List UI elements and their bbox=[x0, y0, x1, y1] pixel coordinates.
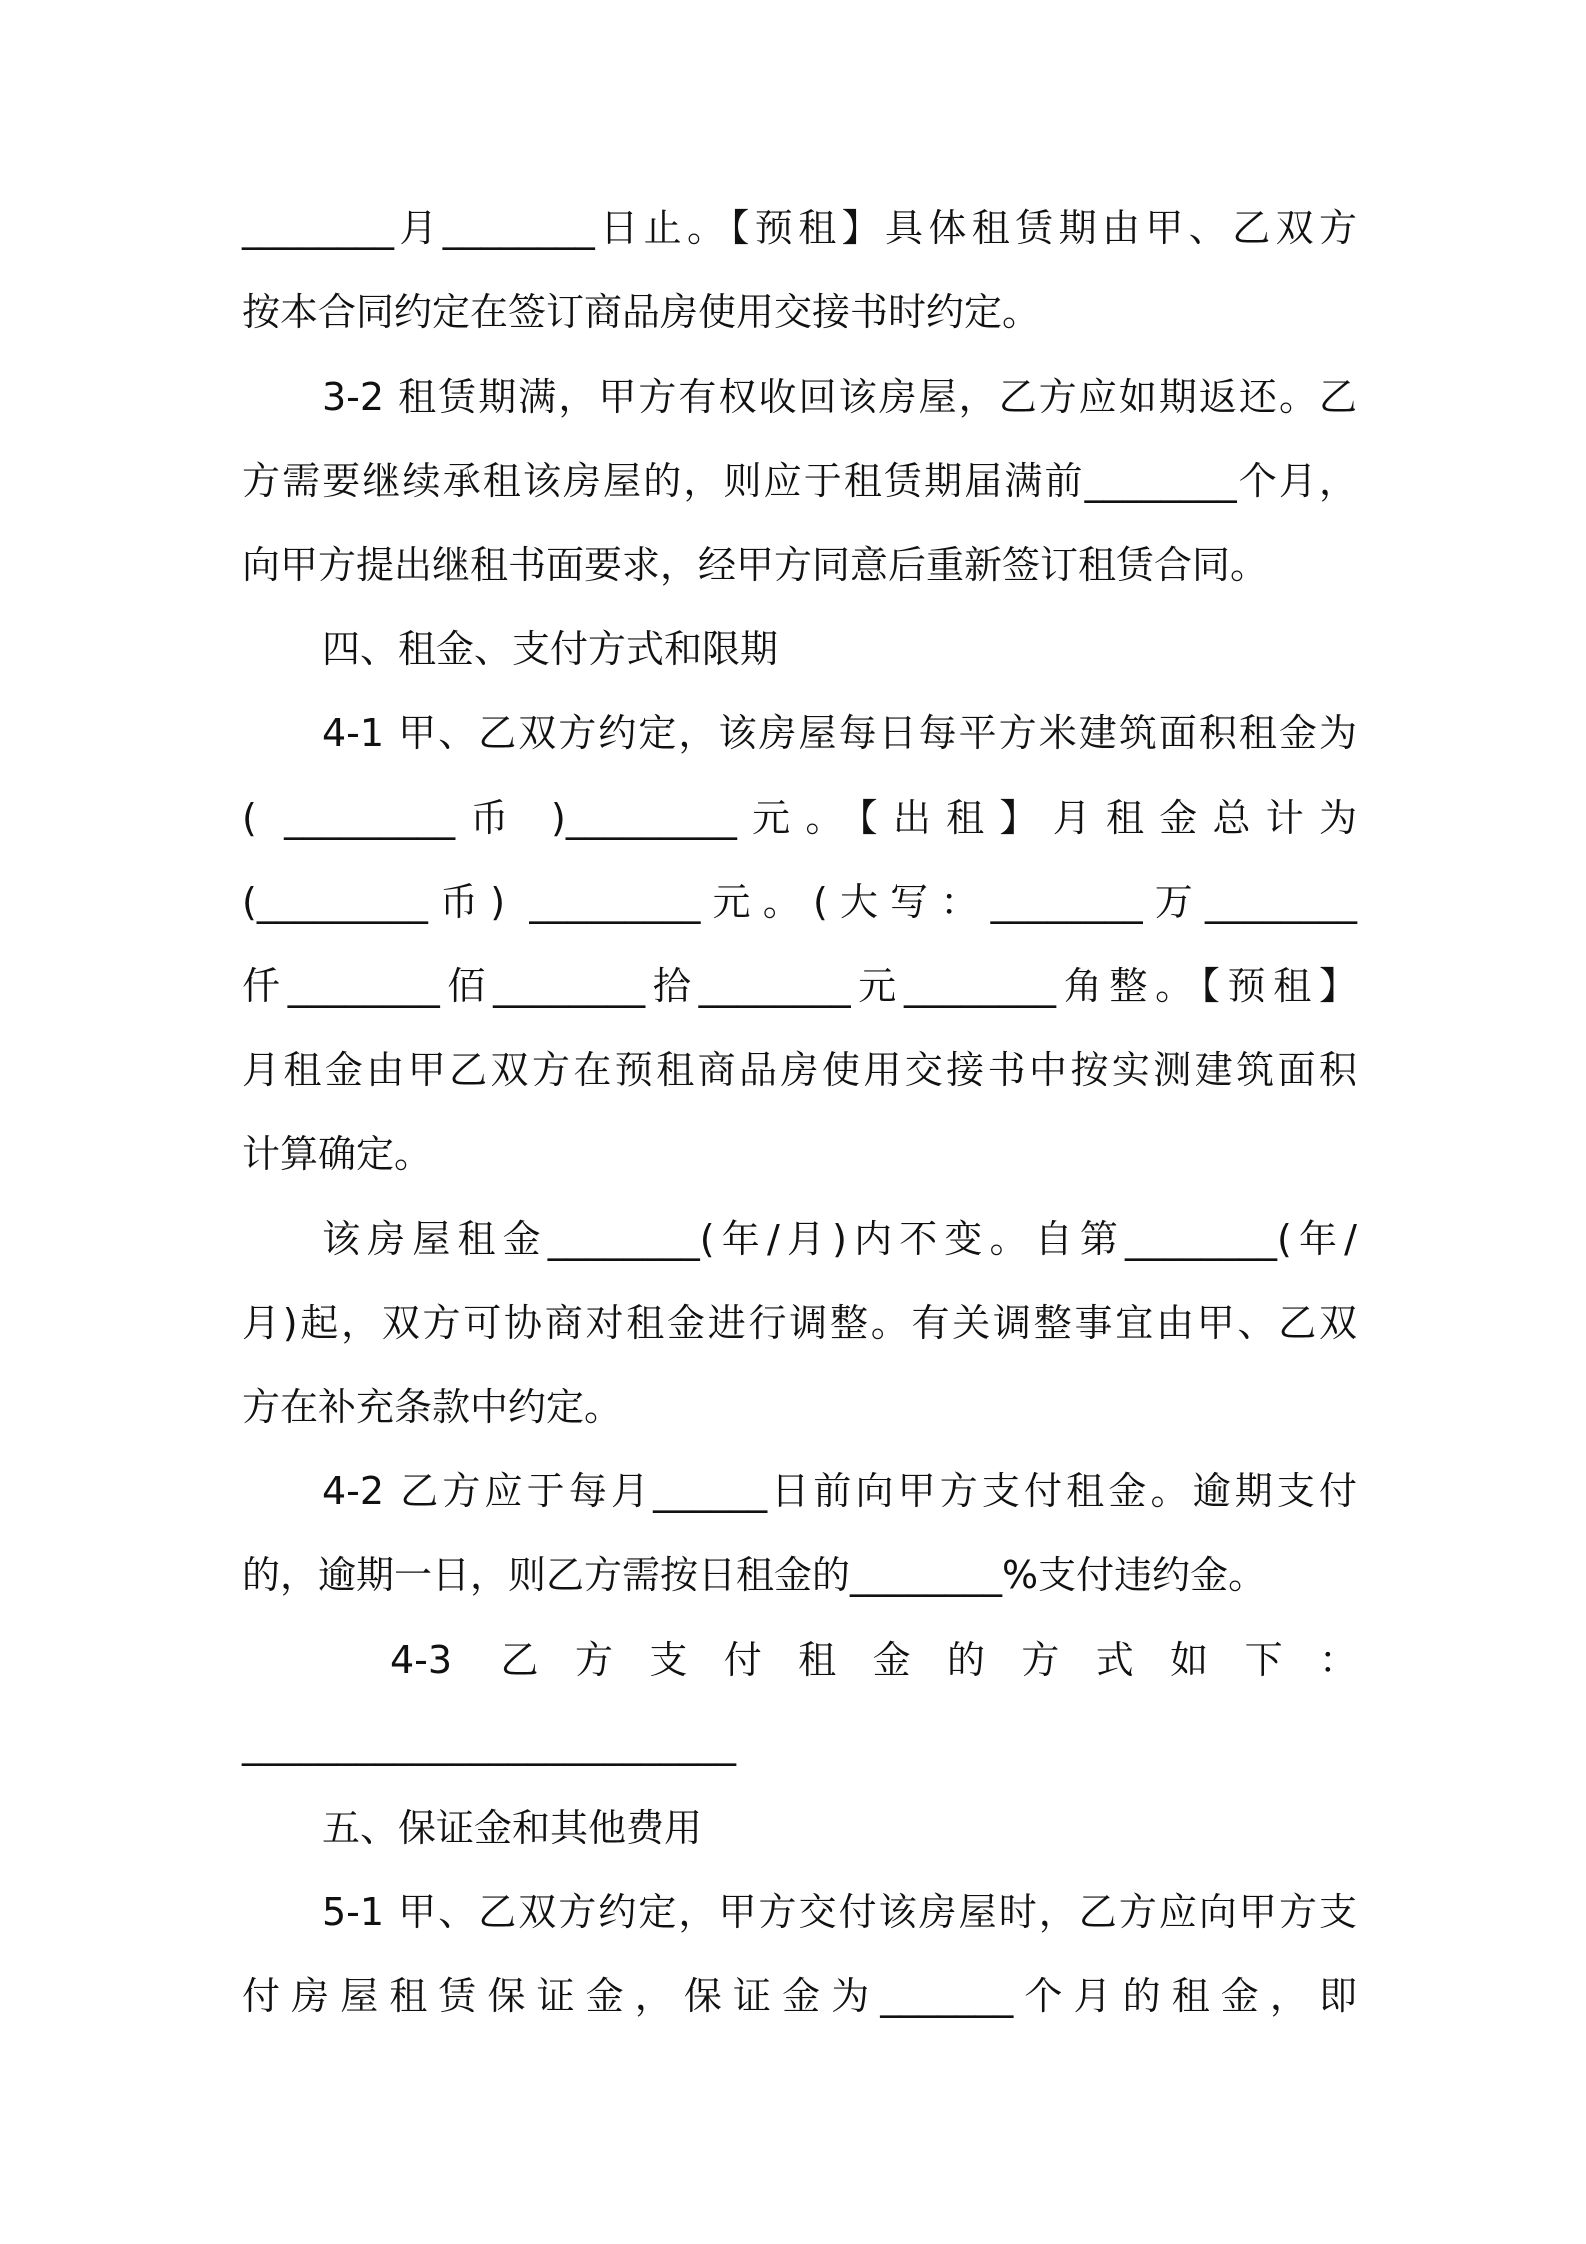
text-line: ________月________日止。【预租】具体租赁期由甲、乙双方 bbox=[242, 206, 1357, 250]
text-line: (_________币) _________元。(大写：________万________ bbox=[242, 880, 1357, 924]
blank-line: __________________________ bbox=[242, 1722, 736, 1766]
section-heading-4: 四、租金、支付方式和限期 bbox=[322, 627, 779, 671]
text-line: 计算确定。 bbox=[242, 1132, 433, 1176]
text-line: 的，逾期一日，则乙方需按日租金的________%支付违约金。 bbox=[242, 1553, 1267, 1597]
text-line: 仟________佰________拾________元________角整。【预租】 bbox=[242, 964, 1357, 1008]
text-line: 月)起，双方可协商对租金进行调整。有关调整事宜由甲、乙双 bbox=[242, 1301, 1357, 1345]
text-line: 付房屋租赁保证金，保证金为_______个月的租金，即 bbox=[242, 1974, 1357, 2018]
clause-5-1: 5-1 甲、乙双方约定，甲方交付该房屋时，乙方应向甲方支 bbox=[322, 1890, 1357, 1934]
text-line: 月租金由甲乙双方在预租商品房使用交接书中按实测建筑面积 bbox=[242, 1048, 1357, 1092]
rent-clause: 该房屋租金________(年/月)内不变。自第________(年/ bbox=[322, 1217, 1357, 1261]
section-heading-5: 五、保证金和其他费用 bbox=[322, 1806, 703, 1850]
text-line: 向甲方提出继租书面要求，经甲方同意后重新签订租赁合同。 bbox=[242, 543, 1269, 587]
text-line: 按本合同约定在签订商品房使用交接书时约定。 bbox=[242, 290, 1041, 334]
text-line: 方在补充条款中约定。 bbox=[242, 1385, 623, 1429]
clause-4-1: 4-1 甲、乙双方约定，该房屋每日每平方米建筑面积租金为 bbox=[322, 711, 1357, 755]
text-line: ( _________币 )_________元。【出租】月租金总计为 bbox=[242, 796, 1357, 840]
clause-4-3: 4-3 乙方支付租金的方式如下： bbox=[390, 1638, 1357, 1682]
text-line: 方需要继续承租该房屋的，则应于租赁期届满前________个月， bbox=[242, 459, 1357, 503]
clause-4-2: 4-2 乙方应于每月______日前向甲方支付租金。逾期支付 bbox=[322, 1469, 1357, 1513]
clause-3-2: 3-2 租赁期满，甲方有权收回该房屋，乙方应如期返还。乙 bbox=[322, 375, 1357, 419]
